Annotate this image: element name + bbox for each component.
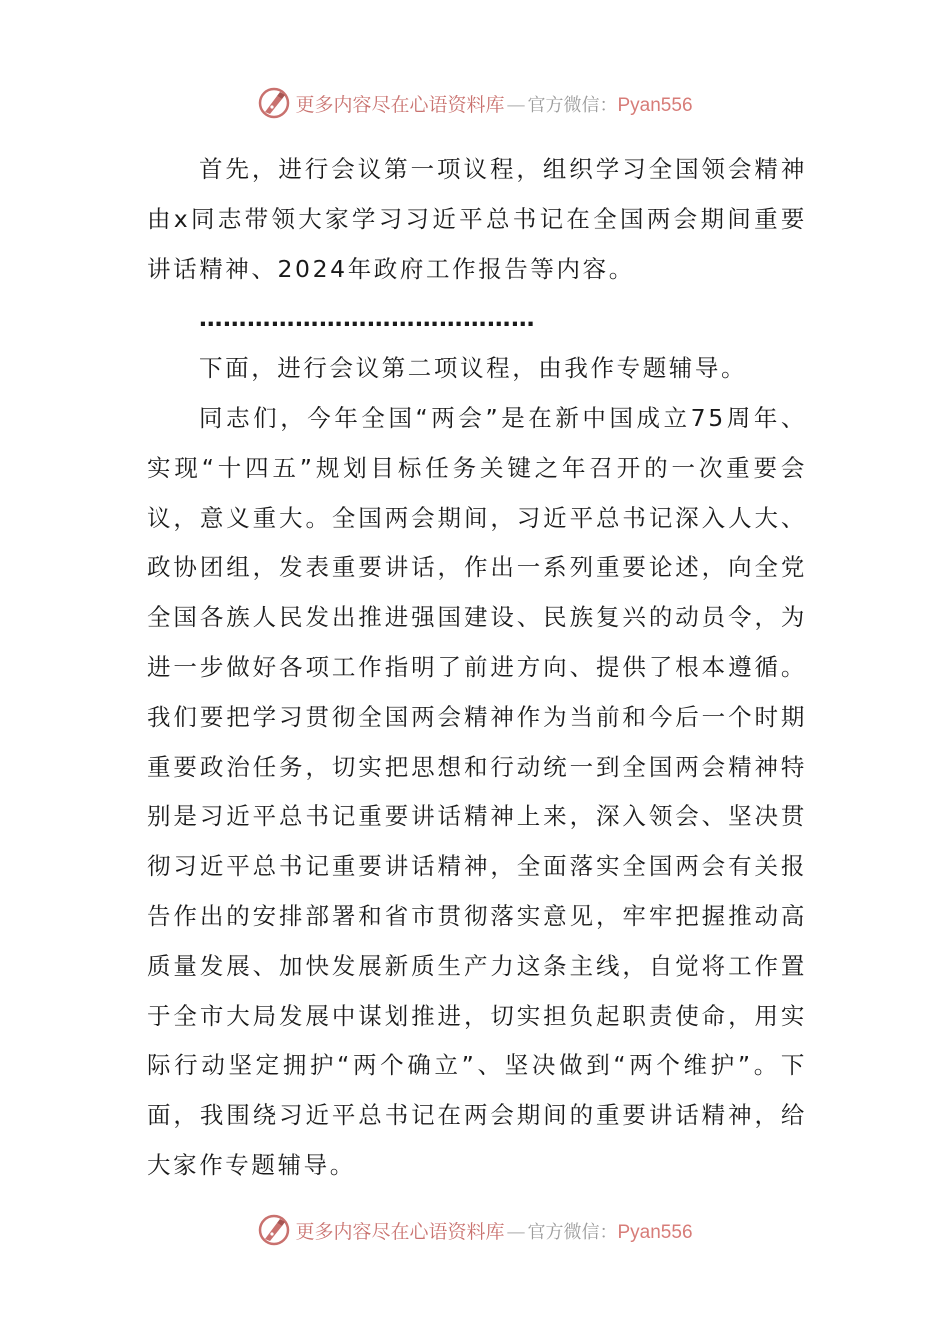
paragraph-1: 首先，进行会议第一项议程，组织学习全国领会精神由x同志带领大家学习习近平总书记在全国两会期间重要讲话精神、2024年政府工作报告等内容。 [147,155,807,283]
site-text: 更多内容尽在心语资料库 [295,93,505,116]
paragraph-2: 下面，进行会议第二项议程，由我作专题辅导。 [199,354,748,383]
site-text: 更多内容尽在心语资料库 [295,1220,505,1243]
ellipsis-separator: …………………………………… [199,304,535,333]
watermark-text [295,90,692,117]
pen-nib-circle-icon [257,1213,291,1247]
wechat-id: Pyan556 [617,94,693,116]
footer-watermark-banner [0,1210,950,1250]
dash: — [506,1220,526,1243]
paragraph-3: 同志们，今年全国“两会”是在新中国成立75周年、实现“十四五”规划目标任务关键之年召开的一次重要会议，意义重大。全国两会期间，习近平总书记深入人大、政协团组，发表重要讲话，作出一系列重要论述，向全党全国各族人民发出推进强国建设、民族复兴的动员令，为进一步做好各项工作指明了前进方向、提供了根本遵循。我们要把学习贯彻全国两会精神作为当前和今后一个时期重要政治任务，切实把思想和行动统一到全国两会精神特别是习近平总书记重要讲话精神上来，深入领会、坚决贯彻习近平总书记重要讲话精神，全面落实全国两会有关报告作出的安排部署和省市贯彻落实意见，牢牢把握推动高质量发展、加快发展新质生产力这条主线，自觉将工作置于全市大局发展中谋划推进，切实担负起职责使命，用实际行动坚定拥护“两个确立”、坚决做到“两个维护”。下面，我围绕习近平总书记在两会期间的重要讲话精神，给大家作专题辅导。 [147,403,807,1179]
dash: — [506,93,526,116]
wechat-label: 官方微信： [527,1221,618,1243]
wechat-label: 官方微信： [527,94,618,116]
pen-nib-circle-icon [257,86,291,120]
wechat-id: Pyan556 [617,1221,693,1243]
document-body [147,145,807,1191]
header-watermark-banner [0,83,950,123]
watermark-text [295,1217,692,1244]
